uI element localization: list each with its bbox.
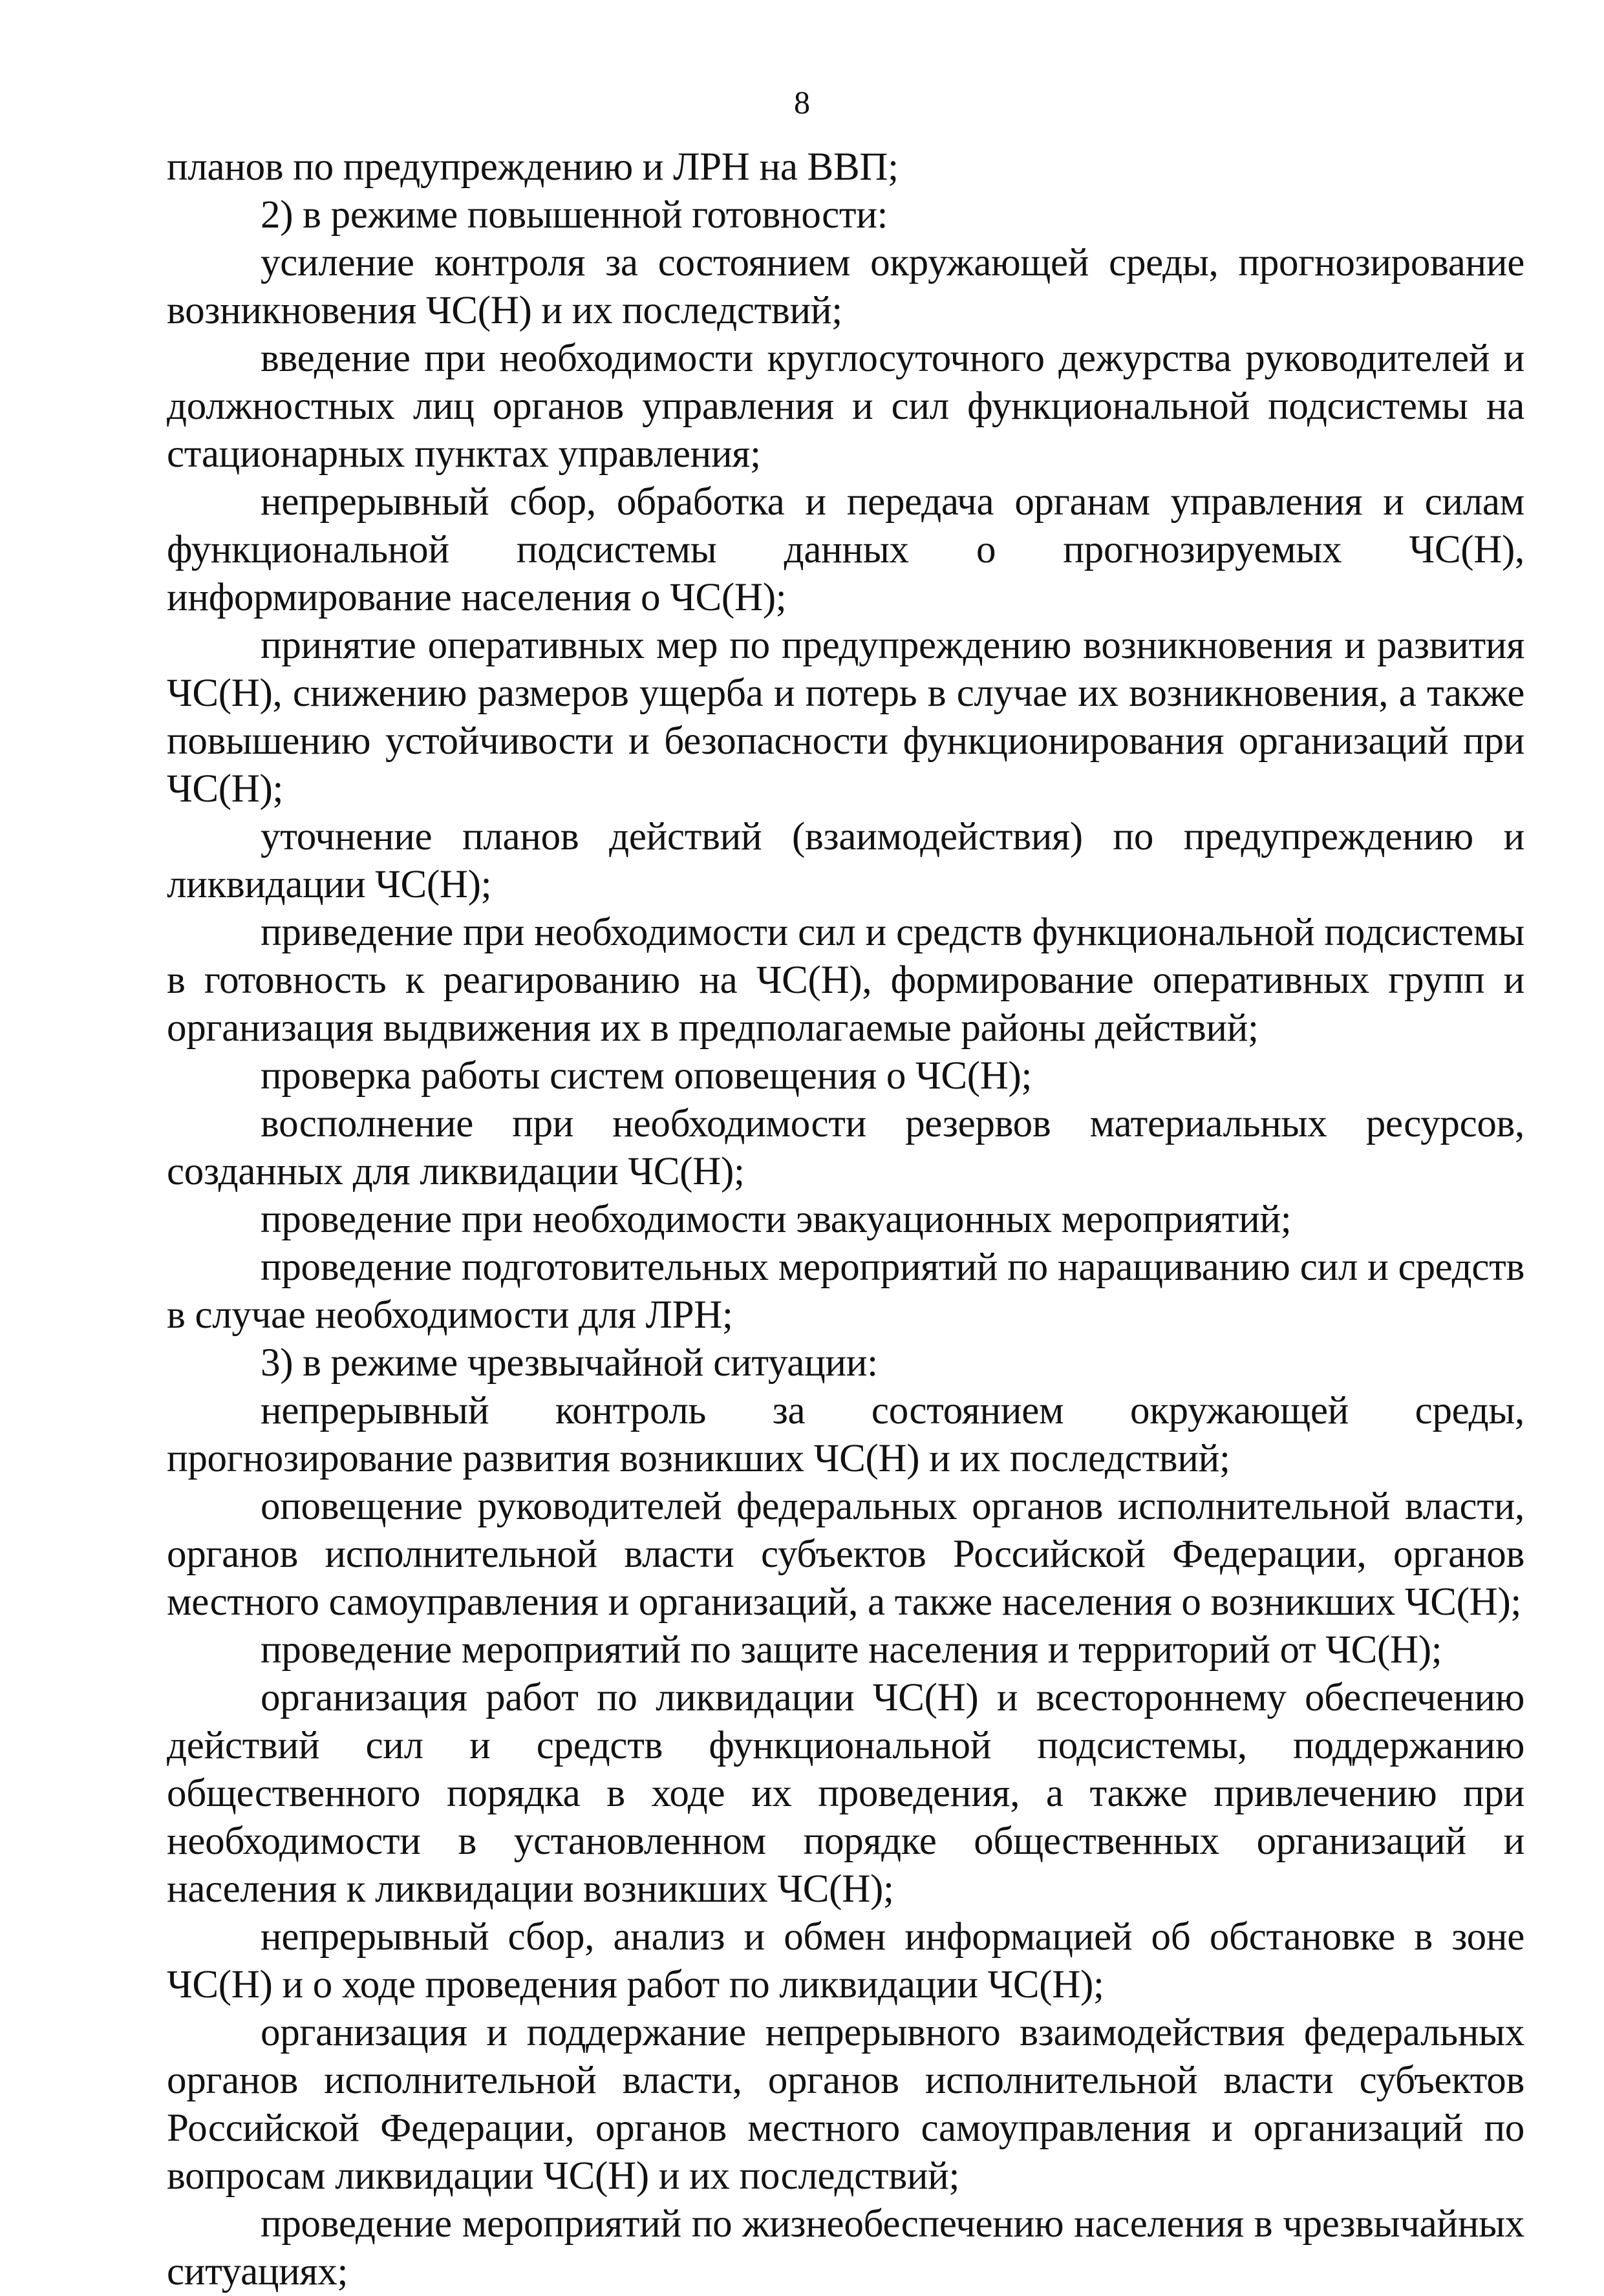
paragraph: 2) в режиме повышенной готовности:: [261, 193, 888, 237]
paragraph: усиление контроля за состоянием окружающей среды, прогнозирование возникновения ЧС(Н) и их последствий;: [167, 241, 1524, 332]
paragraph: непрерывный сбор, обработка и передача органам управления и силам функциональной подсистемы данных о прогнозируемых ЧС(Н), информирование населения о ЧС(Н);: [167, 480, 1524, 619]
paragraph: оповещение руководителей федеральных органов исполнительной власти, органов исполнительной власти субъектов Российской Федерации, органов местного самоуправления и организаций, а также населения о возникших ЧС(Н);: [167, 1485, 1524, 1624]
paragraph: непрерывный сбор, анализ и обмен информацией об обстановке в зоне ЧС(Н) и о ходе проведения работ по ликвидации ЧС(Н);: [167, 1915, 1524, 2006]
paragraph: принятие оперативных мер по предупреждению возникновения и развития ЧС(Н), снижению размеров ущерба и потерь в случае их возникновения, а также повышению устойчивости и безопасности функционирования организаций при ЧС(Н);: [167, 624, 1524, 811]
paragraph: 3) в режиме чрезвычайной ситуации:: [261, 1341, 878, 1385]
paragraph: проведение мероприятий по защите населения и территорий от ЧС(Н);: [261, 1628, 1442, 1672]
paragraph: уточнение планов действий (взаимодействия) по предупреждению и ликвидации ЧС(Н);: [167, 815, 1524, 906]
paragraph: проведение подготовительных мероприятий по наращиванию сил и средств в случае необходимости для ЛРН;: [167, 1246, 1524, 1337]
document-body: [167, 144, 1524, 2296]
paragraph: организация и поддержание непрерывного взаимодействия федеральных органов исполнительной власти, органов исполнительной власти субъектов Российской Федерации, органов местного самоуправления и организаций по вопросам ликвидации ЧС(Н) и их последствий;: [167, 2011, 1524, 2198]
paragraph: непрерывный контроль за состоянием окружающей среды, прогнозирование развития возникших ЧС(Н) и их последствий;: [167, 1389, 1524, 1480]
paragraph: восполнение при необходимости резервов материальных ресурсов, созданных для ликвидации ЧС(Н);: [167, 1102, 1524, 1193]
paragraph: организация работ по ликвидации ЧС(Н) и всестороннему обеспечению действий сил и средств функциональной подсистемы, поддержанию общественного порядка в ходе их проведения, а также привлечению при необходимости в установленном порядке общественных организаций и населения к ликвидации возникших ЧС(Н);: [167, 1676, 1524, 1911]
paragraph: проведение при необходимости эвакуационных мероприятий;: [261, 1198, 1292, 1241]
paragraph: проведение мероприятий по жизнеобеспечению населения в чрезвычайных ситуациях;: [167, 2202, 1524, 2293]
paragraph: введение при необходимости круглосуточного дежурства руководителей и должностных лиц органов управления и сил функциональной подсистемы на стационарных пунктах управления;: [167, 337, 1524, 476]
paragraph: проверка работы систем оповещения о ЧС(Н);: [261, 1054, 1032, 1098]
paragraph: планов по предупреждению и ЛРН на ВВП;: [167, 145, 899, 189]
paragraph: приведение при необходимости сил и средств функциональной подсистемы в готовность к реагированию на ЧС(Н), формирование оперативных групп и организация выдвижения их в предполагаемые районы действий;: [167, 911, 1524, 1050]
page-number: 8: [794, 84, 810, 120]
